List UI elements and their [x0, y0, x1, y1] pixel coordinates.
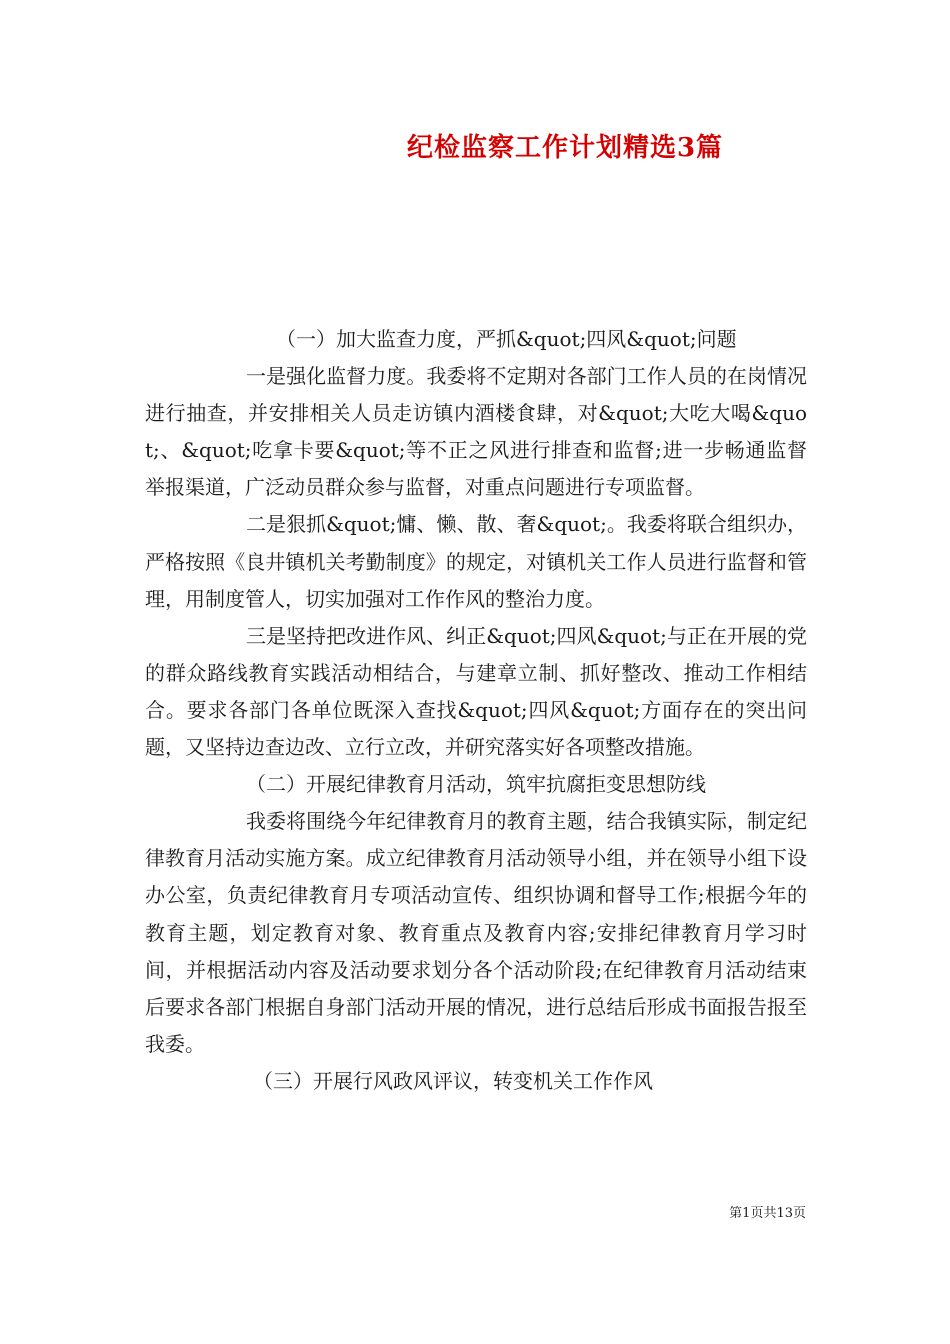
paragraph: 一是强化监督力度。我委将不定期对各部门工作人员的在岗情况进行抽查，并安排相关人员走访镇内酒楼食肆，对&quot;大吃大喝&quot;、&quot;吃拿卡要&quot;等不正之风进行排查和监督;进一步畅通监督举报渠道，广泛动员群众参与监督，对重点问题进行专项监督。 — [145, 364, 807, 500]
document-body — [145, 321, 807, 1100]
page-number: 第1页共13页 — [729, 1206, 806, 1221]
section-heading-1: （一）加大监查力度，严抓&quot;四风&quot;问题 — [276, 327, 737, 351]
paragraph: 三是坚持把改进作风、纠正&quot;四风&quot;与正在开展的党的群众路线教育实践活动相结合，与建章立制、抓好整改、推动工作相结合。要求各部门各单位既深入查找&quot;四风&quot;方面存在的突出问题，又坚持边查边改、立行立改，并研究落实好各项整改措施。 — [145, 623, 807, 760]
paragraph: 二是狠抓&quot;慵、懒、散、奢&quot;。我委将联合组织办，严格按照《良井镇机关考勤制度》的规定，对镇机关工作人员进行监督和管理，用制度管人，切实加强对工作作风的整治力度。 — [145, 512, 807, 611]
paragraph: 我委将围绕今年纪律教育月的教育主题，结合我镇实际，制定纪律教育月活动实施方案。成立纪律教育月活动领导小组，并在领导小组下设办公室，负责纪律教育月专项活动宣传、组织协调和督导工作;根据今年的教育主题，划定教育对象、教育重点及教育内容;安排纪律教育月学习时间，并根据活动内容及活动要求划分各个活动阶段;在纪律教育月活动结束后要求各部门根据自身部门活动开展的情况，进行总结后形成书面报告报至我委。 — [145, 809, 807, 1056]
section-heading-2: （二）开展纪律教育月活动，筑牢抗腐拒变思想防线 — [246, 772, 706, 797]
section-heading-3: （三）开展行风政风评议，转变机关工作作风 — [253, 1068, 653, 1093]
document-title: 纪检监察工作计划精选3篇 — [406, 133, 724, 163]
